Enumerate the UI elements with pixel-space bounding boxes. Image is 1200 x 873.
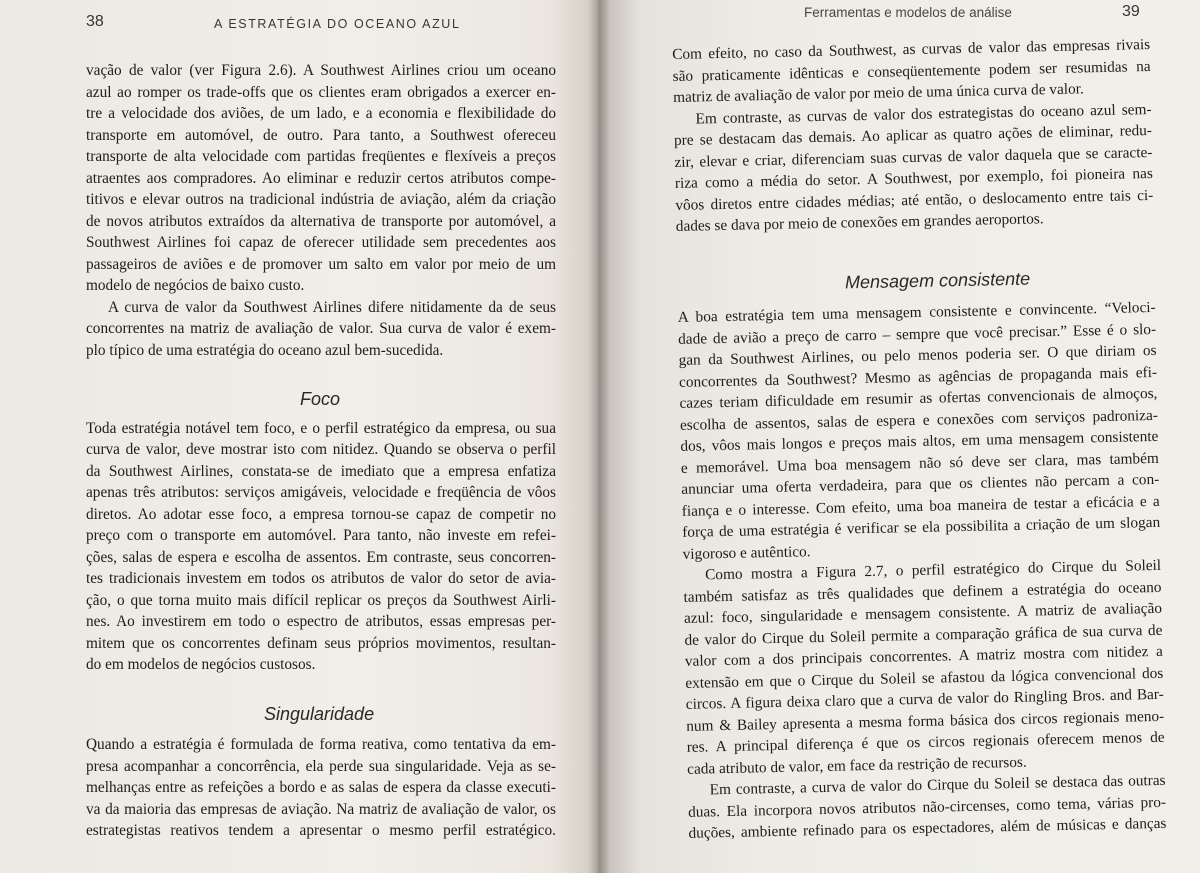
text-line: cazes teriam dificuldade em resumir as ofertas convencionais de almoços, [679,384,1158,412]
section-heading-foco: Foco [300,389,341,409]
text-line: fiança e o interesse. Com efeito, uma boa maneira de testar a eficácia e a [681,492,1160,520]
text-line: azul ao romper os trade-offs que os clientes eram obrigados a exercer en- [86,83,556,101]
text-line: melhanças entre as refeições a bordo e as salas de espera da classe executi- [86,779,556,796]
text-line: A curva de valor da Southwest Airlines difere nitidamente da de seus [108,298,556,316]
text-line: mitem que os concorrentes definam seus próprios movimentos, resultan- [86,634,556,652]
paragraph [672,34,1151,108]
text-line: concorrentes na matriz de avaliação de valor. Sua curva de valor é exem- [86,320,556,337]
text-line: valor com a dos principais concorrentes. A matriz mostra com nitidez a [684,642,1164,670]
text-line: dos, vôos mais longos e preços mais altos, em uma mensagem consistente [680,427,1159,455]
paragraph [86,297,556,362]
text-line: estrategistas reativos tendem a apresentar o mesmo perfil estratégico. [86,822,556,839]
text-line: duas. Ela incorpora novos atributos não-circenses, como tema, várias pro- [687,793,1167,821]
text-line: são praticamente idênticas e conseqüentemente podem ser resumidas na [672,57,1151,85]
paragraph [86,60,556,297]
text-line: ção, o que torna muito mais difícil replicar os preços da Southwest Airli- [86,591,556,609]
text-line: de valor do Cirque du Soleil permite a comparação gráfica de sua curva de [684,621,1163,649]
left-page [0,0,598,873]
text-line: plo típico de uma estratégia do oceano azul bem-sucedida. [86,341,444,359]
text-line: vação de valor (ver Figura 2.6). A Southwest Airlines criou um oceano [86,62,556,79]
text-line: Toda estratégia notável tem foco, e o perfil estratégico da empresa, ou sua [86,419,556,437]
text-line: Southwest Airlines foi capaz de oferecer utilidade sem precedentes aos [86,234,556,251]
text-line: Com efeito, no caso da Southwest, as curvas de valor das empresas rivais [672,35,1151,63]
paragraph [673,98,1154,237]
text-line: também satisfaz as três qualidades que definem a estratégia do oceano [683,578,1162,606]
text-line: zir, elevar e criar, diferenciam suas curvas de valor daquela que se caracte- [674,143,1153,171]
right-text-block [672,34,1167,844]
text-line: Como mostra a Figura 2.7, o perfil estratégico do Cirque du Soleil [704,556,1162,584]
text-line: Em contraste, as curvas de valor dos estrategistas do oceano azul sem- [695,100,1152,128]
text-line: A boa estratégia tem uma mensagem consistente e convincente. “Veloci- [677,298,1156,326]
text-line: passageiros de aviões e de promover um salto em valor por meio de um [86,255,556,273]
text-line: e memorável. Uma boa mensagem não só deve ser clara, mas também [680,449,1159,477]
text-line: vigoroso e autêntico. [682,542,811,563]
book-gutter [588,0,610,873]
left-running-head: A ESTRATÉGIA DO OCEANO AZUL [214,17,461,31]
paragraph [678,297,1161,565]
text-line: anunciar uma oferta verdadeira, para que os clientes não percam a con- [681,470,1160,498]
text-line: titivos e elevar outros na tradicional indústria de aviação, além da criação [86,191,556,208]
text-line: presa acompanhar a concorrência, ela perde sua singularidade. Veja as se- [86,757,556,775]
paragraph [86,734,556,842]
paragraph [86,418,556,676]
text-line: num & Bailey apresenta a mesma forma básica dos circos regionais meno- [686,707,1165,735]
right-page-number: 39 [1122,3,1140,20]
text-line: escolha de assentos, salas de espera e conexões com serviços padroniza- [679,406,1159,434]
left-text-block [86,60,556,842]
left-page-number: 38 [86,13,104,30]
text-line: tes tradicionais investem em todos os atributos de valor do setor de avia- [86,570,556,587]
text-line: atraentes aos compradores. Ao eliminar e reduzir certos atributos compe- [86,169,556,187]
paragraph [683,555,1165,780]
text-line: tre a velocidade dos aviões, de um lado, e a economia e flexibilidade do [86,105,556,122]
section-heading-mensagem-consistente: Mensagem consistente [844,268,1031,292]
text-line: matriz de avaliação de valor por meio de uma única curva de valor. [672,80,1084,106]
right-running-head: Ferramentas e modelos de análise [804,5,1012,20]
text-line: gan da Southwest Airlines, ou pelo menos poderia ser. O que diriam os [678,341,1157,369]
text-line: duções, ambiente refinado para os espectadores, além de músicas e danças [688,814,1167,842]
text-line: transporte de alta velocidade com partidas freqüentes e flexíveis a preços [86,148,556,165]
paragraph [687,770,1166,844]
text-line: extensão em que o Cirque du Soleil se afastou da lógica convencional dos [685,664,1164,692]
text-line: do em modelos de negócios custosos. [86,656,316,673]
text-line: cada atributo de valor, em face da restrição de recursos. [687,753,1027,778]
text-line: Em contraste, a curva de valor do Cirque du Soleil se destaca das outras [709,771,1166,799]
text-line: apenas três atributos: serviços amigáveis, velocidade e freqüência de vôos [86,484,556,501]
text-line: nes. Ao investirem em todo o espectro de atributos, essas empresas per- [86,613,556,630]
text-line: circos. A figura deixa claro que a curva de valor do Ringling Bros. and Bar- [685,685,1164,713]
text-line: de novos atributos extraídos da alternativa de transporte por automóvel, a [86,212,556,230]
text-line: concorrentes da Southwest? Mesmo as agências de propaganda mais efi- [678,363,1158,391]
section-heading-singularidade: Singularidade [264,703,375,724]
text-line: res. A principal diferença é que os circos regionais oferecem menos de [686,728,1165,756]
text-line: força de uma estratégia é verificar se ela possibilita a criação de um slogan [682,513,1161,541]
text-line: ções, salas de espera e escolha de assentos. Em contraste, seus concorren- [86,548,556,566]
text-line: va da maioria das empresas de aviação. Na matriz de avaliação de valor, os [86,800,556,818]
text-line: azul: foco, singularidade e mensagem consistente. A matriz de avaliação [683,599,1163,627]
text-line: pre se destacam das demais. Ao aplicar as quatro ações de eliminar, redu- [673,121,1153,149]
text-line: da Southwest Airlines, constata-se de imediato que a empresa enfatiza [86,462,556,480]
text-line: preço com o transporte em automóvel. Para tanto, não investe em refei- [86,527,556,544]
text-line: curva de valor, deve mostrar isto com nitidez. Quando se observa o perfil [86,441,556,458]
text-line: dades se dava por meio de conexões em grandes aeroportos. [675,210,1044,235]
text-line: vôos diretos entre cidades médias; até então, o deslocamento entre tais ci- [675,186,1154,214]
text-line: dade de avião a preço de carro – sempre que você precisar.” Esse é o slo- [678,320,1157,348]
right-page [598,0,1200,873]
text-line: Quando a estratégia é formulada de forma reativa, como tentativa da em- [86,736,556,753]
text-line: riza como a média do setor. A Southwest, por exemplo, foi pioneira nas [674,164,1153,192]
text-line: modelo de negócios de baixo custo. [86,277,305,294]
text-line: diretos. Ao adotar esse foco, a empresa tornou-se capaz de competir no [86,505,556,523]
text-line: transporte em automóvel, de outro. Para tanto, a Southwest ofereceu [86,126,556,144]
